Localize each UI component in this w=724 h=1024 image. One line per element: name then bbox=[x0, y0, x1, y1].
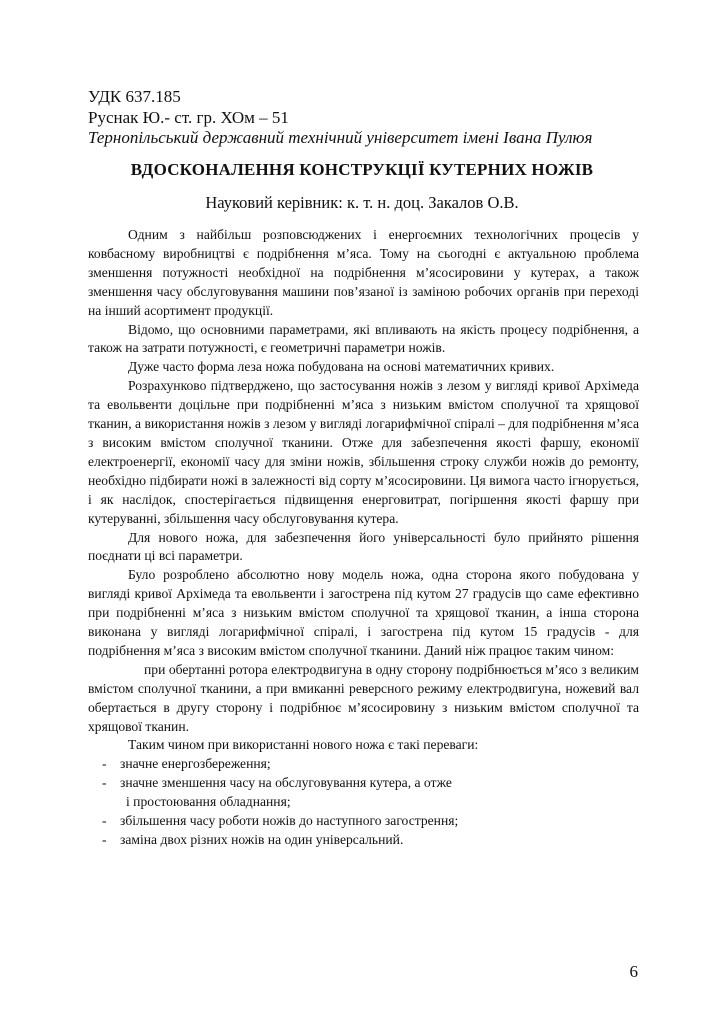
list-item bbox=[88, 774, 639, 793]
list-item bbox=[88, 831, 639, 850]
page-number: 6 bbox=[629, 962, 638, 981]
paragraph: Одним з найбільш розповсюджених і енергоємних технологічних процесів у ковбасному виробництві є подрібнення м’яса. Тому на сьогодні є актуальною проблема зменшення потужності необхідної на подрібнення м’ясосировини у кутерах, а також зменшення часу обслуговування машини пов’язаної із заміною робочих органів при переході на інший асортимент продукції. bbox=[88, 227, 639, 318]
university-name: Тернопільський державний технічний університет імені Івана Пулюя bbox=[88, 128, 593, 147]
list-item-text: значне зменшення часу на обслуговування кутера, а отже bbox=[120, 775, 452, 791]
list-dash: - bbox=[102, 832, 107, 847]
paragraph: Було розроблено абсолютно нову модель ножа, одна сторона якого побудована у вигляді кривої Архімеда та евольвенти і загострена під кутом 27 градусів що саме ефективно при подрібненні м’яса з низьким вмістом сполучної та хрящової тканин, а інша сторона виконана у вигляді логарифмічної спіралі, і загострена під кутом 15 градусів - для подрібнення м’яса з високим вмістом сполучної тканини. Даний ніж працює таким чином: bbox=[88, 567, 639, 658]
paragraph: при обертанні ротора електродвигуна в одну сторону подрібнюється м’ясо з великим вмістом сполучної тканини, а при вмиканні реверсного режиму електродвигуна, ножевий вал обертається в другу сторону і подрібнює м’ясосировину з низьким вмістом сполучної та хрящової тканин. bbox=[88, 661, 639, 734]
paragraph: Дуже часто форма леза ножа побудована на основі математичних кривих. bbox=[128, 359, 555, 375]
list-item-text: збільшення часу роботи ножів до наступного загострення; bbox=[120, 813, 459, 829]
paragraph: Розрахунково підтверджено, що застосування ножів з лезом у вигляді кривої Архімеда та евольвенти доцільне при подрібненні м’яса з низьким вмістом сполучної та хрящової тканин, а використання ножів з лезом у вигляді логарифмічної спіралі – для подрібнення м’яса з високим вмістом сполучної тканини. Отже для забезпечення якості фаршу, економії електроенергії, економії часу для зміни ножів, збільшення строку служби ножів до ремонту, необхідно підбирати ножі в залежності від сорту м’ясосировини. Ця вимога часто ігнорується, і як наслідок, спостерігається підвищення енерговитрат, погіршення якості фаршу при кутеруванні, збільшення часу обслуговування кутера. bbox=[88, 378, 639, 526]
list-item-text: і простоювання обладнання; bbox=[126, 794, 291, 810]
list-item-text: значне енергозбереження; bbox=[120, 756, 271, 772]
list-item bbox=[88, 793, 639, 812]
paragraph: Таким чином при використанні нового ножа є такі переваги: bbox=[128, 737, 479, 753]
advantages-list bbox=[88, 755, 639, 850]
author-line: Руснак Ю.- ст. гр. ХОм – 51 bbox=[88, 108, 289, 127]
list-item-text: заміна двох різних ножів на один універсальний. bbox=[120, 832, 404, 847]
scientific-advisor: Науковий керівник: к. т. н. доц. Закалов О.В. bbox=[205, 193, 519, 212]
paragraph: Для нового ножа, для забезпечення його універсальності було прийнято рішення поєднати ці всі параметри. bbox=[88, 529, 639, 564]
list-item bbox=[88, 755, 639, 774]
udk-code: УДК 637.185 bbox=[88, 87, 181, 106]
paragraph: Відомо, що основними параметрами, які впливають на якість процесу подрібнення, а також на затрати потужності, є геометричні параметри ножів. bbox=[88, 321, 639, 356]
list-dash: - bbox=[102, 775, 107, 791]
paper-title: ВДОСКОНАЛЕННЯ КОНСТРУКЦІЇ КУТЕРНИХ НОЖІВ bbox=[130, 160, 594, 179]
list-dash: - bbox=[102, 813, 107, 829]
list-item bbox=[88, 812, 639, 831]
paper-body bbox=[88, 226, 639, 850]
list-dash: - bbox=[102, 756, 107, 772]
